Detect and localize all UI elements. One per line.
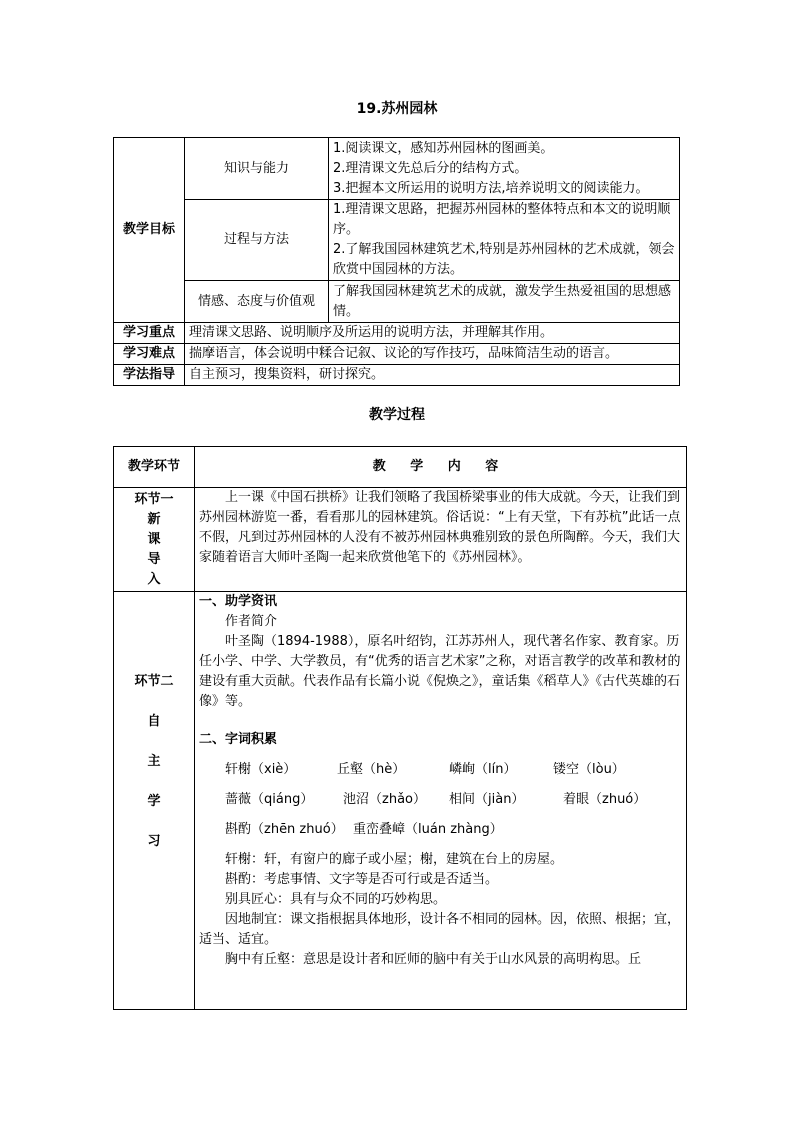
key-point-text: 理清课文思路、说明顺序及所运用的说明方法，并理解其作用。 — [185, 323, 680, 344]
goal-name: 过程与方法 — [185, 200, 329, 281]
section-heading: 一、助学资讯 — [199, 594, 278, 609]
process-title: 教学过程 — [369, 407, 425, 423]
goal-content — [329, 138, 680, 200]
vocab-item: 丘壑（hè） — [337, 762, 406, 777]
author-bio: 叶圣陶（1894-1988），原名叶绍钧，江苏苏州人，现代著名作家、教育家。历任小学、中学、大学教员，有“优秀的语言艺术家”之称，对语言教学的改革和教材的建设有重大贡献。代表作品有长篇小说《倪焕之》，童话集《稻草人》《古代英雄的石像》等。 — [199, 634, 681, 709]
vocab-item: 着眼（zhuó） — [563, 792, 647, 807]
stage-header: 教学环节 — [114, 447, 195, 488]
goal-line: 2.了解我国园林建筑艺术,特别是苏州园林的艺术成就，领会欣赏中国园林的方法。 — [333, 242, 675, 277]
goal-line: 3.把握本文所运用的说明方法,培养说明文的阅读能力。 — [333, 180, 649, 196]
goal-line: 1.阅读课文，感知苏州园林的图画美。 — [333, 140, 554, 156]
vocab-item: 斟酌（zhēn zhuó） — [225, 822, 344, 837]
stage-label-line: 习 — [147, 834, 161, 849]
stage1-content: 上一课《中国石拱桥》让我们领略了我国桥梁事业的伟大成就。今天，让我们到苏州园林游览一番，看看那儿的园林建筑。俗话说：“上有天堂，下有苏杭”此话一点不假，凡到过苏州园林的人没有不被苏州园林典雅别致的景色所陶醉。今天，我们大家随着语言大师叶圣陶一起来欣赏他笔下的《苏州园林》。 — [195, 488, 687, 592]
key-point-label: 学习重点 — [114, 323, 185, 344]
vocab-item: 池沼（zhǎo） — [343, 792, 426, 807]
vocab-item: 蔷薇（qiáng） — [225, 792, 314, 807]
vocab-item: 相间（jiàn） — [449, 792, 525, 807]
goal-content — [329, 281, 680, 323]
vocab-row — [199, 760, 682, 780]
stage-label-line: 课 — [147, 531, 161, 547]
stage-label-line: 主 — [147, 754, 161, 769]
stage-label-line: 入 — [147, 571, 161, 587]
vocab-item: 重峦叠嶂（luán zhàng） — [353, 822, 503, 837]
vocab-row — [199, 820, 682, 840]
goal-content — [329, 200, 680, 281]
difficulty-label: 学习难点 — [114, 344, 185, 365]
definition: 斟酌：考虑事情、文字等是否可行或是否适当。 — [225, 872, 499, 887]
stage-label-line: 自 — [147, 714, 161, 729]
goal-name: 情感、态度与价值观 — [185, 281, 329, 323]
method-label: 学法指导 — [114, 365, 185, 386]
stage-label-line: 导 — [147, 551, 161, 567]
objectives-table — [113, 137, 680, 386]
stage-label-line: 学 — [147, 794, 161, 809]
section-heading: 二、字词积累 — [199, 732, 278, 747]
vocab-row — [199, 790, 682, 810]
stage2-content — [195, 592, 687, 1010]
difficulty-text: 揣摩语言，体会说明中糅合记叙、议论的写作技巧，品味简洁生动的语言。 — [185, 344, 680, 365]
goal-line: 2.理清课文先总后分的结构方式。 — [333, 160, 528, 176]
goal-line: 1.理清课文思路，把握苏州园林的整体特点和本文的说明顺序。 — [333, 202, 671, 237]
definition: 轩榭：轩，有窗户的廊子或小屋；榭，建筑在台上的房屋。 — [225, 852, 564, 867]
goal-line: 了解我国园林建筑艺术的成就，激发学生热爱祖国的思想感情。 — [333, 283, 672, 319]
stage1-label — [114, 488, 195, 592]
definition: 别具匠心：具有与众不同的巧妙构思。 — [225, 892, 447, 907]
vocab-item: 轩榭（xiè） — [225, 762, 297, 777]
goals-label: 教学目标 — [114, 138, 185, 323]
definition: 因地制宜：课文指根据具体地形，设计各不相同的园林。因，依照、根据；宜，适当、适宜。 — [199, 912, 681, 947]
stage-label-line: 环节一 — [134, 491, 174, 507]
process-table — [113, 446, 687, 1010]
page-title: 19.苏州园林 — [356, 101, 438, 117]
section-subheading: 作者简介 — [225, 614, 278, 629]
method-text: 自主预习，搜集资料，研讨探究。 — [185, 365, 680, 386]
goal-name: 知识与能力 — [185, 138, 329, 200]
stage-label-line: 环节二 — [134, 674, 174, 689]
stage2-label — [114, 592, 195, 1010]
vocab-item: 嶙峋（lín） — [449, 762, 517, 777]
content-header: 教 学 内 容 — [195, 447, 687, 488]
vocab-item: 镂空（lòu） — [553, 762, 625, 777]
definition: 胸中有丘壑：意思是设计者和匠师的脑中有关于山水风景的高明构思。丘 — [225, 952, 642, 967]
stage-label-line: 新 — [147, 511, 161, 527]
